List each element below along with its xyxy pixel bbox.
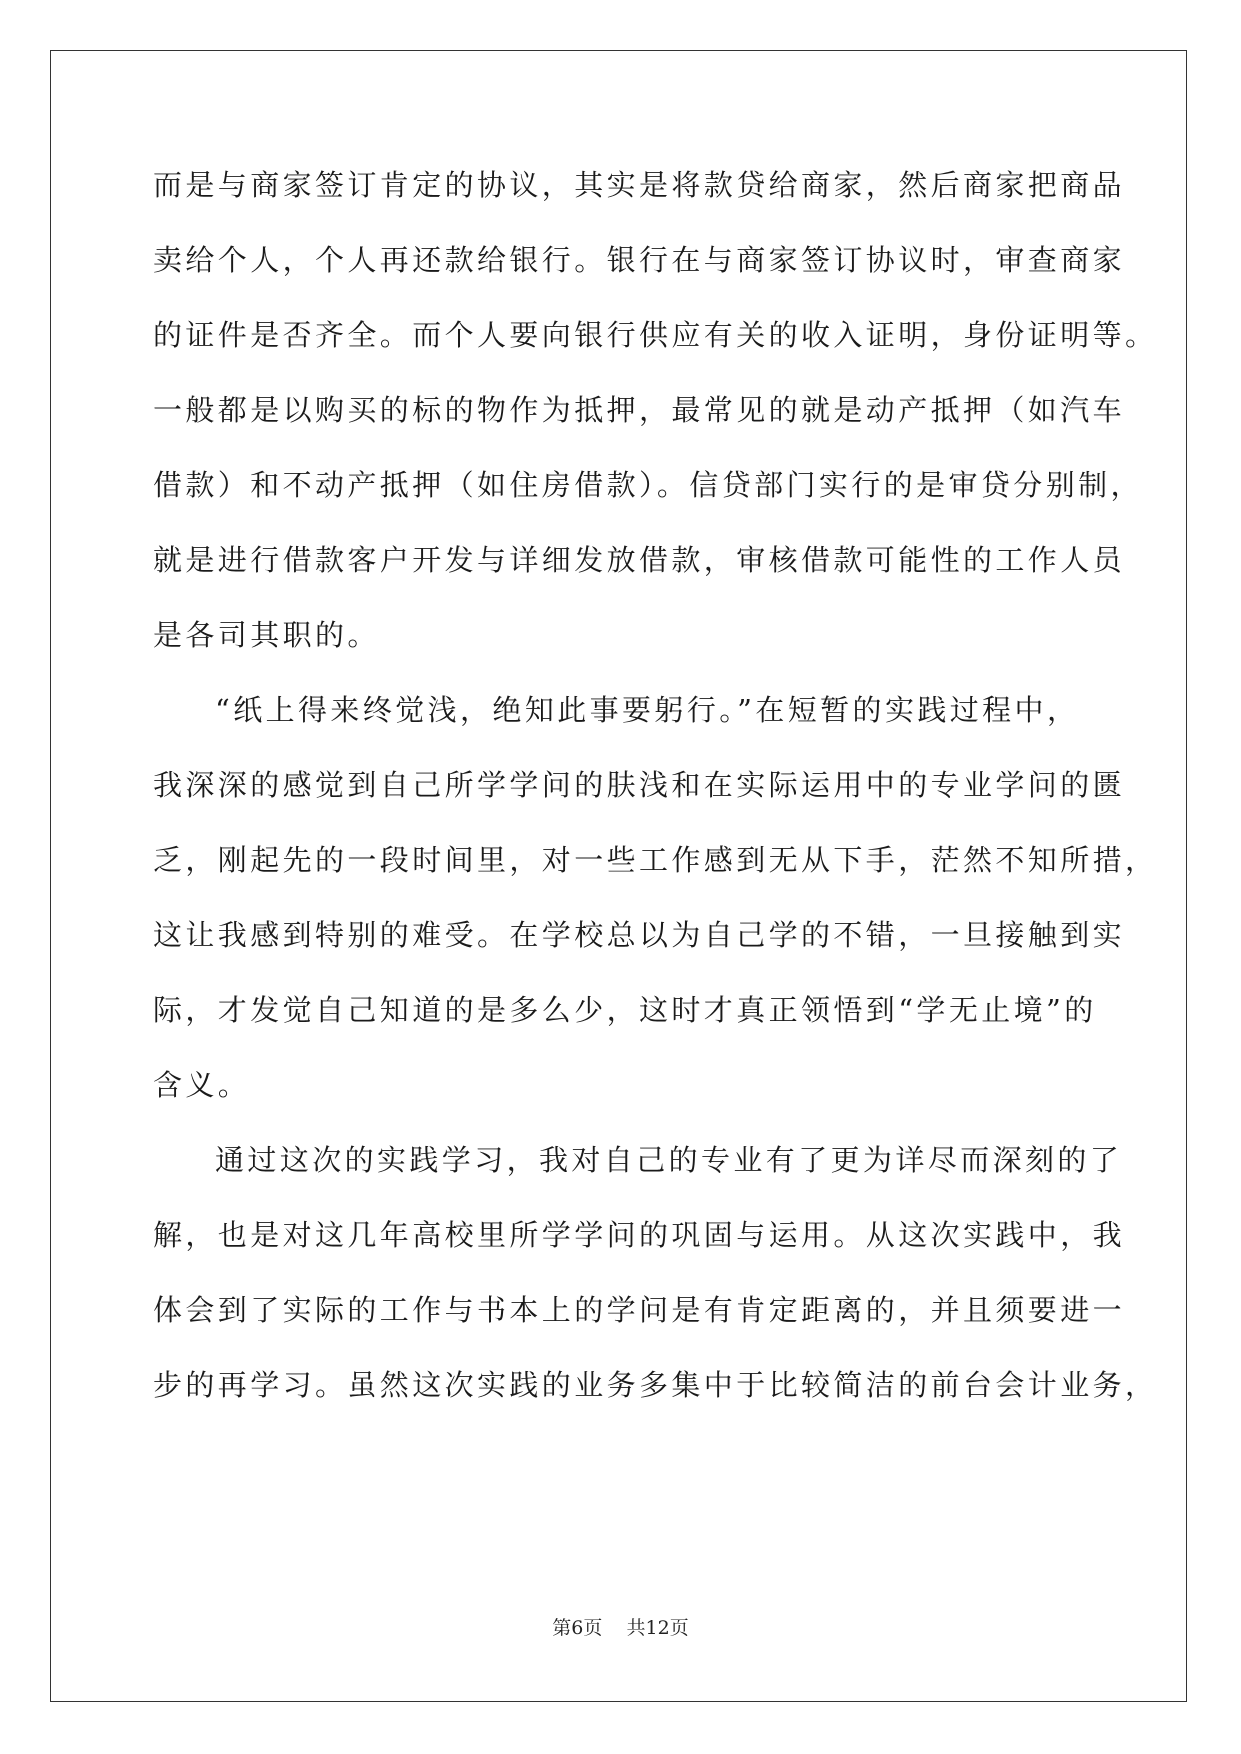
document-body: [153, 160, 1158, 1435]
text-line: 体会到了实际的工作与书本上的学问是有肯定距离的，并且须要进一: [153, 1293, 1126, 1327]
text-line: 就是进行借款客户开发与详细发放借款，审核借款可能性的工作人员: [153, 543, 1126, 577]
text-line: 解，也是对这几年高校里所学学问的巩固与运用。从这次实践中，我: [153, 1218, 1126, 1252]
text-line: 而是与商家签订肯定的协议，其实是将款贷给商家，然后商家把商品: [153, 168, 1126, 202]
text-line: 际，才发觉自己知道的是多么少，这时才真正领悟到“学无止境”的: [153, 993, 1097, 1027]
text-line: 含义。: [153, 1068, 251, 1102]
text-line: 我深深的感觉到自己所学学问的肤浅和在实际运用中的专业学问的匮: [153, 768, 1126, 802]
text-line: 是各司其职的。: [153, 618, 380, 652]
text-line-paragraph-start: 通过这次的实践学习，我对自己的专业有了更为详尽而深刻的了: [215, 1143, 1123, 1177]
text-line-paragraph-start: “纸上得来终觉浅，绝知此事要躬行。”在短暂的实践过程中，: [215, 693, 1080, 727]
text-line: 一般都是以购买的标的物作为抵押，最常见的就是动产抵押（如汽车: [153, 393, 1126, 427]
text-line: 借款）和不动产抵押（如住房借款）。信贷部门实行的是审贷分别制，: [153, 468, 1143, 502]
text-line: 步的再学习。虽然这次实践的业务多集中于比较简洁的前台会计业务，: [153, 1368, 1158, 1402]
text-line: 的证件是否齐全。而个人要向银行供应有关的收入证明，身份证明等。: [153, 318, 1158, 352]
text-line: 这让我感到特别的难受。在学校总以为自己学的不错，一旦接触到实: [153, 918, 1126, 952]
text-line: 乏，刚起先的一段时间里，对一些工作感到无从下手，茫然不知所措，: [153, 843, 1158, 877]
page-footer: 第6页 共12页: [552, 1617, 689, 1639]
text-line: 卖给个人，个人再还款给银行。银行在与商家签订协议时，审查商家: [153, 243, 1126, 277]
